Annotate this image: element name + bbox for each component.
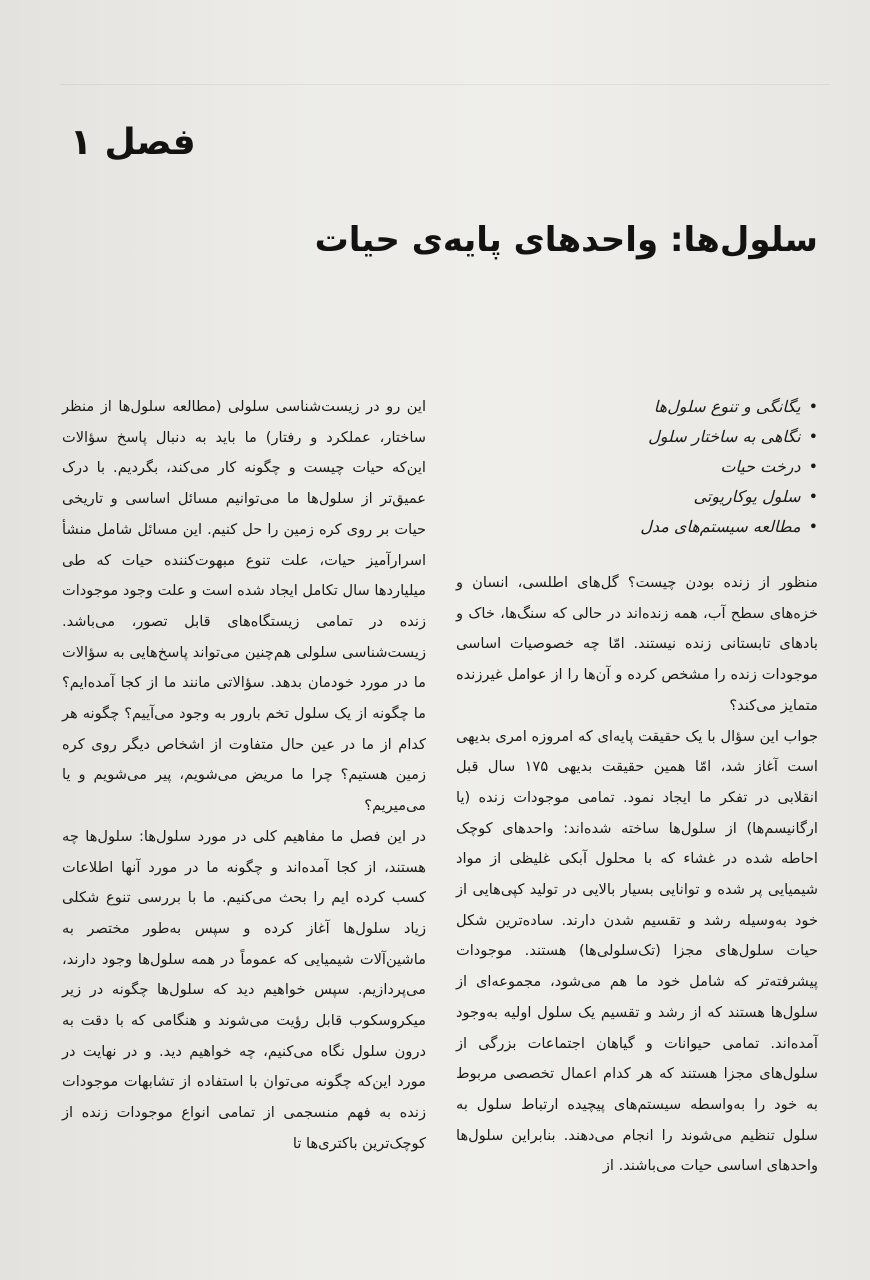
outline-item-label: نگاهی به ساختار سلول — [648, 427, 801, 446]
outline-item — [438, 452, 818, 482]
paragraph: در این فصل ما مفاهیم کلی در مورد سلول‌ها: سلول‌ها چه هستند، از کجا آمده‌اند و چگونه ما در مورد آنها اطلاعات کسب کرده ایم را بحث می‌کنیم. ما با بررسی تنوع شکلی زیاد سلول‌ها آغاز کرده و سپس به‌طور مختصر به ماشین‌آلات شیمیایی که عموماً در همه سلول‌ها وجود دارند، می‌پردازیم. سپس خواهیم دید که سلول‌ها چگونه در زیر میکروسکوب قابل رؤیت می‌شوند و هنگامی که با دقت به درون سلول نگاه می‌کنیم، چه خواهیم دید. و در نهایت در مورد این‌که چگونه می‌توان با استفاده از تشابهات موجودات زنده به فهم منسجمی از تمامی انواع موجودات زنده از کوچک‌ترین باکتری‌ها تا — [62, 827, 426, 1152]
outline-item — [438, 392, 818, 422]
outline-item-label: یگانگی و تنوع سلول‌ها — [653, 397, 801, 416]
outline-item-label: مطالعه سیستم‌های مدل — [640, 517, 801, 536]
bullet-icon: • — [808, 487, 818, 506]
paragraph: این رو در زیست‌شناسی سلولی (مطالعه سلول‌ها از منظر ساختار، عملکرد و رفتار) ما باید به دنبال پاسخ سؤالات این‌که حیات چیست و چگونه کار می‌کند، بگردیم. با درک عمیق‌تر از سلول‌ها ما می‌توانیم مسائل اساسی و تاریخی حیات بر روی کره زمین را حل کنیم. این مسائل شامل منشأ اسرارآمیز حیات، علت تنوع مبهوت‌کننده حیات که طی میلیاردها سال تکامل ایجاد شده است و علت وجود موجودات زنده در تمامی زیستگاه‌های قابل تصور، می‌باشد. زیست‌شناسی سلولی هم‌چنین می‌تواند پاسخ‌هایی به سؤالات ما در مورد خودمان بدهد. سؤالاتی مانند ما از کجا آمده‌ایم؟ ما چگونه از یک سلول تخم بارور به وجود می‌آییم؟ چگونه هر کدام از ما در عین حال متفاوت از اشخاص دیگر روی کره زمین هستیم؟ چرا ما مریض می‌شویم، پیر می‌شویم و یا می‌میریم؟ — [62, 398, 426, 815]
outline-item — [438, 482, 818, 512]
outline-item-label: درخت حیات — [720, 457, 801, 476]
bullet-icon: • — [808, 397, 818, 416]
outline-item — [438, 512, 818, 542]
right-text-column — [456, 568, 818, 1182]
chapter-outline — [438, 392, 818, 542]
outline-item — [438, 422, 818, 452]
show-through-rule — [60, 84, 830, 85]
bullet-icon: • — [808, 457, 818, 476]
paragraph: منظور از زنده بودن چیست؟ گل‌های اطلسی، انسان و خزه‌های سطح آب، همه زنده‌اند در حالی که سنگ‌ها، خاک و بادهای تابستانی زنده نیستند. امّا چه خصوصیات اساسی موجودات زنده را مشخص کرده و آن‌ها را از عوامل غیرزنده متمایز می‌کند؟ — [456, 574, 818, 714]
paragraph: جواب این سؤال با یک حقیقت پایه‌ای که امروزه امری بدیهی است آغاز شد، امّا همین حقیقت بدیهی ۱۷۵ سال قبل انقلابی در تفکر ما ایجاد نمود. تمامی موجودات زنده (یا ارگانیسم‌ها) از سلول‌ها ساخته شده‌اند: واحدهای کوچک احاطه شده در غشاء که با محلول آبکی غلیظی از مواد شیمیایی پر شده و توانایی بسیار بالایی در تولید کپی‌هایی از خود به‌وسیله رشد و تقسیم شدن دارند. ساده‌ترین شکل حیات سلول‌های مجزا (تک‌سلولی‌ها) هستند. موجودات پیشرفته‌تر که شامل خود ما هم می‌شود، مجموعه‌ای از سلول‌ها هستند که از رشد و تقسیم یک سلول اولیه به‌وجود آمده‌اند. تمامی حیوانات و گیاهان اجتماعات بزرگی از سلول‌های مجزا هستند که هر کدام اعمال تخصصی مربوط به خود را به‌واسطه سیستم‌های پیچیده ارتباط سلول به سلول تنظیم می‌شوند را انجام می‌دهند. بنابراین سلول‌ها واحدهای اساسی حیات می‌باشند. از — [456, 727, 818, 1175]
bullet-icon: • — [808, 427, 818, 446]
chapter-label: فصل ۱ — [70, 122, 196, 163]
bullet-icon: • — [808, 517, 818, 536]
outline-item-label: سلول یوکاریوتی — [693, 487, 801, 506]
left-text-column — [62, 392, 426, 1160]
chapter-title: سلول‌ها: واحدهای پایه‌ی حیات — [314, 220, 818, 260]
